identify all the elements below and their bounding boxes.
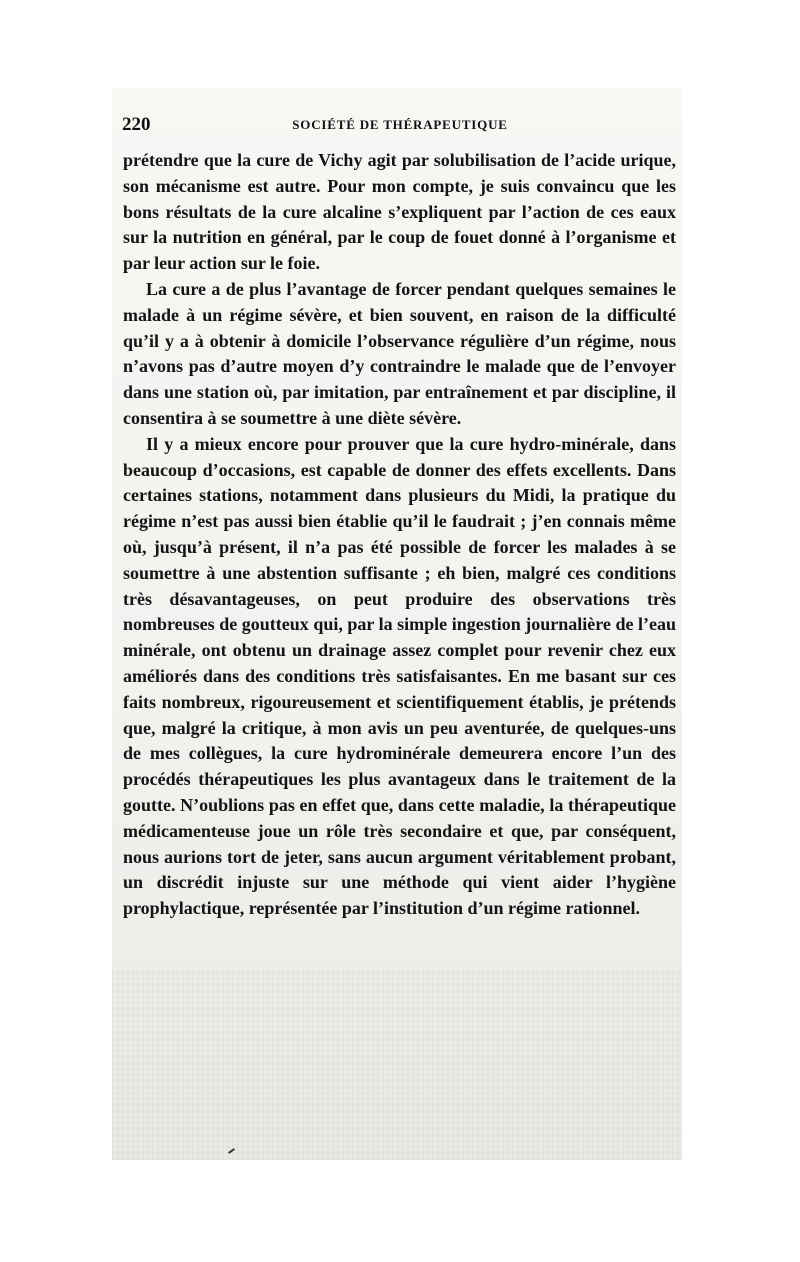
- page-header: [122, 114, 678, 142]
- page-number: 220: [122, 114, 151, 135]
- paragraph-1: prétendre que la cure de Vichy agit par solubilisation de l’acide urique, son mécanisme est autre. Pour mon compte, je suis convaincu que les bons résultats de la cure alcaline s’expliquent par l’action de ces eaux sur la nutrition en général, par le coup de fouet donné à l’organisme et par leur action sur le foie.: [123, 150, 676, 274]
- paragraph-2: La cure a de plus l’avantage de forcer pendant quelques semaines le malade à un régime sévère, et bien souvent, en raison de la difficulté qu’il y a à obtenir à domicile l’observance régulière d’un régime, nous n’avons pas d’autre moyen d’y contraindre le malade que de l’envoyer dans une station où, par imitation, par entraînement et par discipline, il consentira à se soumettre à une diète sévère.: [123, 278, 676, 428]
- body-text: [123, 148, 676, 922]
- paragraph-3: Il y a mieux encore pour prouver que la cure hydro-minérale, dans beaucoup d’occasions, est capable de donner des effets excellents. Dans certaines stations, notamment dans plusieurs du Midi, la pratique du régime n’est pas aussi bien établie qu’il le faudrait ; j’en connais même où, jusqu’à présent, il n’a pas été possible de forcer les malades à se soumettre à une abstention suffisante ; eh bien, malgré ces conditions très désavantageuses, on peut produire des observations très nombreuses de goutteux qui, par la simple ingestion journalière de l’eau minérale, ont obtenu un drainage assez complet pour revenir chez eux améliorés dans des conditions très satisfaisantes. En me basant sur ces faits nombreux, rigoureusement et scientifiquement établis, je prétends que, malgré la critique, à mon avis un peu aventurée, de quelques-uns de mes collègues, la cure hydrominérale demeurera encore l’un des procédés thérapeutiques les plus avantageux dans le traitement de la goutte. N’oublions pas en effet que, dans cette maladie, la thérapeutique médicamenteuse joue un rôle très secondaire et que, par conséquent, nous aurions tort de jeter, sans aucun argument véritablement probant, un discrédit injuste sur une méthode qui vient aider l’hygiène prophylactique, représentée par l’institution d’un régime rationnel.: [123, 433, 676, 919]
- running-title: SOCIÉTÉ DE THÉRAPEUTIQUE: [292, 117, 508, 132]
